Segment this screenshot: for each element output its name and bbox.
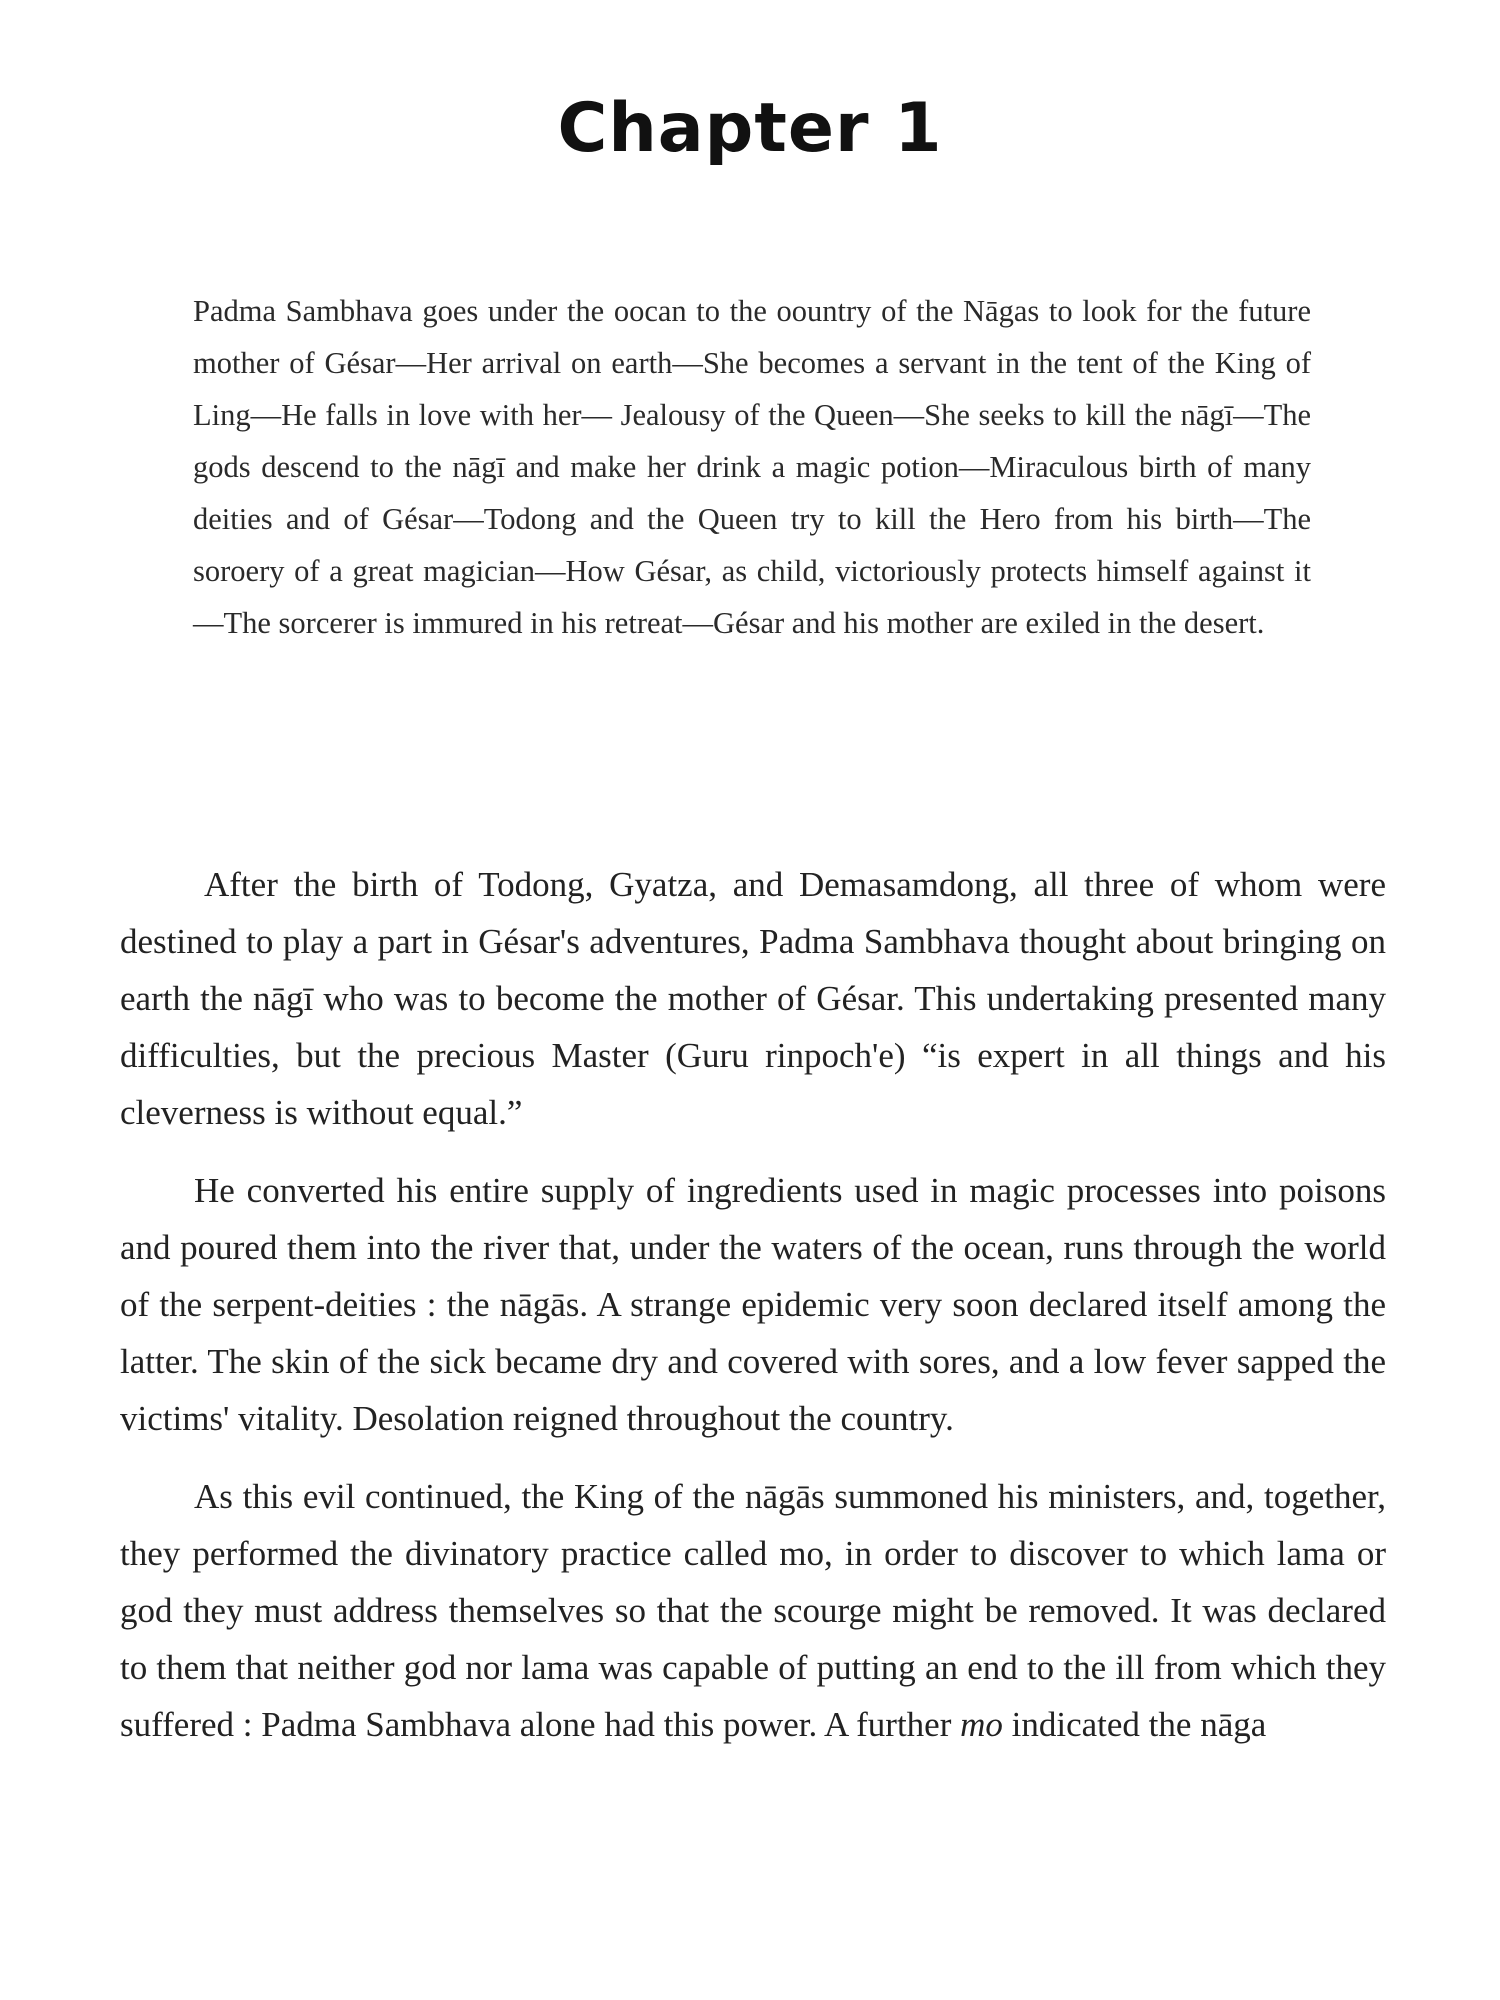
paragraph-3-text: As this evil continued, the King of the nāgās summoned his ministers, and, together, they performed the divinatory practice called mo, in order to discover to which lama or god they must address themselves so that the scourge might be removed. It was declared to them that neither god nor lama was capable of putting an end to the ill from which they suffered : Padma Sambhava alone had this power. A further [120,1477,1386,1744]
chapter-summary: Padma Sambhava goes under the oocan to the oountry of the Nāgas to look for the future mother of Gésar—Her arrival on earth—She becomes a servant in the tent of the King of Ling—He falls in love with her— Jealousy of the Queen—She seeks to kill the nāgī—The gods descend to the nāgī and make her drink a magic potion—Miraculous birth of many deities and of Gésar—Todong and the Queen try to kill the Hero from his birth—The soroery of a great magician—How Gésar, as child, victoriously protects himself against it—The sorcerer is immured in his retreat—Gésar and his mother are exiled in the desert. [193,294,1311,640]
chapter-title: Chapter 1 [557,89,943,168]
chapter-body [120,856,1386,1753]
paragraph-2: He converted his entire supply of ingredients used in magic processes into poisons and poured them into the river that, under the waters of the ocean, runs through the world of the serpent-deities : the nāgās. A strange epidemic very soon declared itself among the latter. The skin of the sick became dry and covered with sores, and a low fever sapped the victims' vitality. Desolation reigned throughout the country. [120,1171,1386,1438]
paragraph-3-italic-word: mo [960,1705,1003,1744]
paragraph-1: After the birth of Todong, Gyatza, and Demasamdong, all three of whom were destined to play a part in Gésar's adventures, Padma Sambhava thought about bringing on earth the nāgī who was to become the mother of Gésar. This undertaking presented many difficulties, but the precious Master (Guru rinpoch'e) “is expert in all things and his cleverness is without equal.” [120,865,1386,1132]
paragraph-3-tail: indicated the nāga [1011,1705,1267,1744]
paragraph-3 [120,1468,1386,1753]
